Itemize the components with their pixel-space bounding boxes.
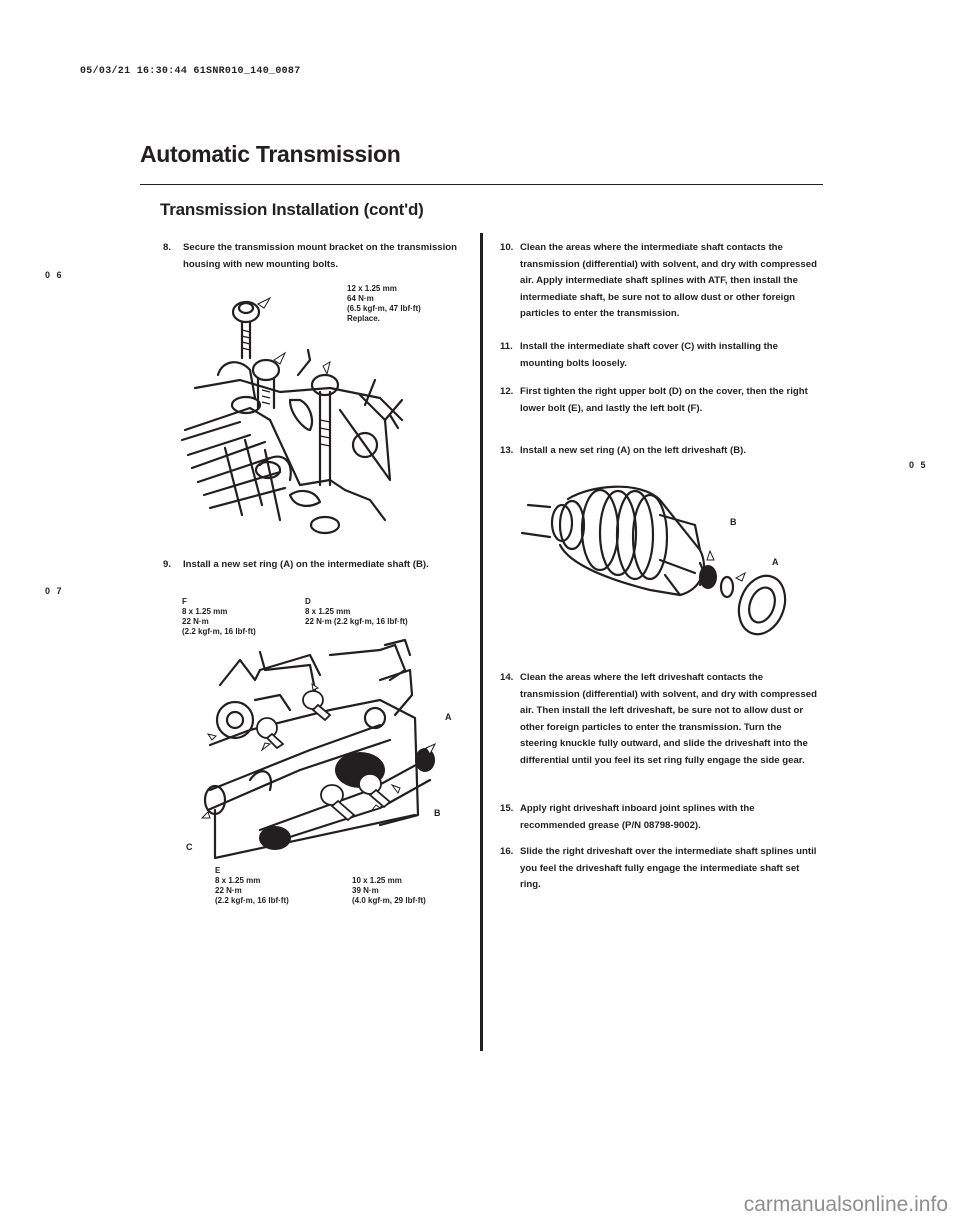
callout-a-set-ring: A <box>772 557 779 567</box>
callout-c: C <box>186 842 193 852</box>
callout-a: A <box>445 712 452 722</box>
step-number: 11. <box>500 341 513 352</box>
torque-spec-bolt-e: E 8 x 1.25 mm 22 N·m (2.2 kgf·m, 16 lbf·ft) <box>215 866 289 905</box>
step-14 <box>500 670 820 769</box>
callout-b-driveshaft: B <box>730 517 737 527</box>
margin-mark-right: 0 5 <box>909 460 928 470</box>
step-number: 13. <box>500 445 514 456</box>
torque-spec-bolt-f: F 8 x 1.25 mm 22 N·m (2.2 kgf·m, 16 lbf·ft) <box>182 597 256 636</box>
torque-spec-mount-bolts: 12 x 1.25 mm 64 N·m (6.5 kgf·m, 47 lbf·ft) Replace. <box>347 284 421 323</box>
step-text: Install a new set ring (A) on the left driveshaft (B). <box>520 445 747 456</box>
step-number: 10. <box>500 242 514 253</box>
step-12 <box>500 384 820 417</box>
step-text: Apply right driveshaft inboard joint splines with the recommended grease (P/N 08798-9002). <box>520 803 755 831</box>
print-timestamp: 05/03/21 16:30:44 61SNR010_140_0087 <box>80 66 301 77</box>
step-10 <box>500 240 820 323</box>
step-15 <box>500 801 820 834</box>
step-text: Clean the areas where the left driveshaft contacts the transmission (differential) with solvent, and dry with compressed air. Then install the left driveshaft, be sure not to allow dust or other foreign particles to enter the transmission. Turn the steering knuckle fully outward, and slide the driveshaft into the differential until you feel its set ring fully engage the side gear. <box>520 672 817 766</box>
step-text: Clean the areas where the intermediate shaft contacts the transmission (differential) with solvent, and dry with compressed air. Apply intermediate shaft splines with ATF, then install the intermediate shaft, be sure not to allow dust or other foreign particles to enter the transmission. <box>520 242 817 319</box>
step-text: First tighten the right upper bolt (D) on the cover, then the right lower bolt (E), and lastly the left bolt (F). <box>520 386 808 414</box>
step-8 <box>163 240 463 273</box>
step-number: 16. <box>500 846 514 857</box>
column-divider <box>480 233 483 1051</box>
header-divider <box>140 184 823 185</box>
step-number: 9. <box>163 559 172 570</box>
step-number: 8. <box>163 242 172 253</box>
step-9 <box>163 557 463 574</box>
step-16 <box>500 844 820 894</box>
page-title: Automatic Transmission <box>140 141 401 167</box>
margin-mark-left-top: 0 6 <box>45 270 64 280</box>
step-number: 15. <box>500 803 514 814</box>
step-13 <box>500 443 820 460</box>
section-title: Transmission Installation (cont'd) <box>160 200 424 219</box>
step-number: 14. <box>500 672 514 683</box>
torque-spec-bolt-g: 10 x 1.25 mm 39 N·m (4.0 kgf·m, 29 lbf·ft) <box>352 876 426 905</box>
mount-bracket-illustration <box>170 280 430 540</box>
callout-b: B <box>434 808 441 818</box>
step-text: Slide the right driveshaft over the intermediate shaft splines until you feel the driveshaft fully engage the intermediate shaft set ring. <box>520 846 817 890</box>
step-number: 12. <box>500 386 514 397</box>
step-text: Install the intermediate shaft cover (C) with installing the mounting bolts loosely. <box>520 341 779 369</box>
step-text: Secure the transmission mount bracket on the transmission housing with new mounting bolts. <box>183 242 458 270</box>
torque-spec-bolt-d: D 8 x 1.25 mm 22 N·m (2.2 kgf·m, 16 lbf·ft) <box>305 597 408 626</box>
step-text: Install a new set ring (A) on the intermediate shaft (B). <box>183 559 429 570</box>
driveshaft-illustration <box>500 465 800 645</box>
step-11 <box>500 339 820 372</box>
watermark-link[interactable]: carmanualsonline.info <box>743 1193 948 1216</box>
intermediate-shaft-illustration <box>180 640 460 860</box>
margin-mark-left-bottom: 0 7 <box>45 586 64 596</box>
